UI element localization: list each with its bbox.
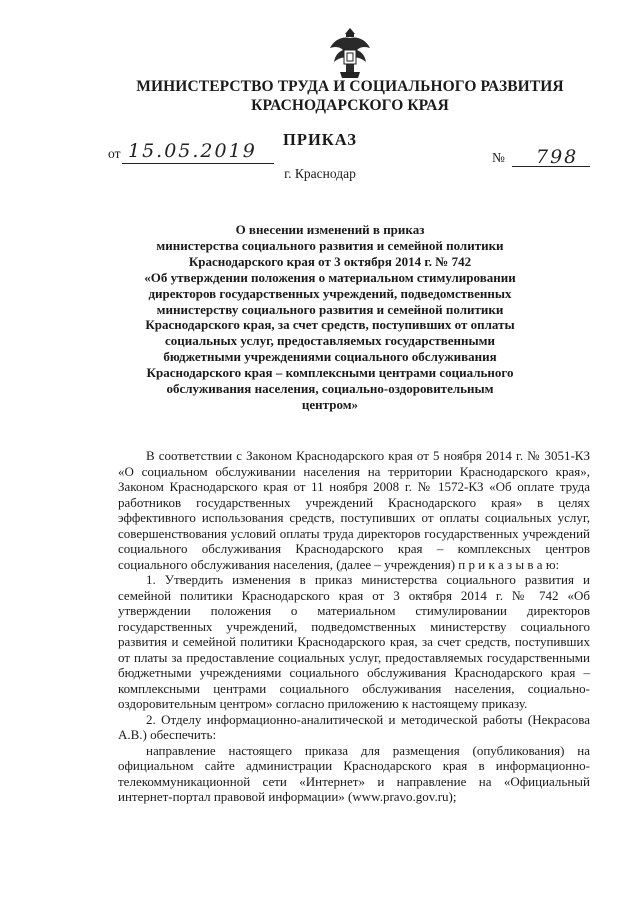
paragraph-preamble: В соответствии с Законом Краснодарского края от 5 ноября 2014 г. № 3051-КЗ «О социальном обслуживании населения на территории Краснодарского края», Законом Краснодарского края от 11 ноября 2008 г. № 1572-КЗ «Об оплате труда работников государственных учреждений Краснодарского края» в целях эффективного использования средств, поступивших от оплаты социальных услуг, совершенствования условий оплаты труда директоров государственных учреждений социального обслуживания Краснодарского края – комплексных центров социального обслуживания населения, (далее – учреждения) п р и к а з ы в а ю: [118,448,590,572]
title-line: министерства социального развития и семейной политики [156,237,504,253]
title-line: Краснодарского края, за счет средств, поступивших от оплаты [145,317,515,333]
paragraph-item-1: 1. Утвердить изменения в приказ министерства социального развития и семейной политики Краснодарского края от 3 октября 2014 г. № 742 «Об утверждении положения о материальном стимулировании директоров государственных учреждений, подведомственных министерству социального развития и семейной политики Краснодарского края, за счет средств, поступивших от платы за предоставление социальных услуг, предоставляемых государственными бюджетными учреждениями социального обслуживания Краснодарского края – комплексными центрами социального обслуживания населения, социально-оздоровительным центром» согласно приложению к настоящему приказу. [118,572,590,711]
handwritten-number: 798 [536,146,579,168]
title-line: «Об утверждении положения о материальном стимулировании [144,269,516,285]
title-line: социальных услуг, предоставляемых государственными [164,333,496,349]
document-body [118,448,590,805]
date-label: от [108,146,121,161]
title-line: Краснодарского края от 3 октября 2014 г. № 742 [188,253,472,269]
title-line: Краснодарского края – комплексными центрами социального [146,365,514,381]
order-title: ПРИКАЗ [283,130,357,149]
handwritten-date: 15.05.2019 [128,140,257,162]
paragraph-item-2: 2. Отделу информационно-аналитической и методической работы (Некрасова А.В.) обеспечить: [118,711,590,742]
title-line: директоров государственных учреждений, подведомственных [148,285,512,301]
title-line: обслуживания населения, социально-оздоровительным [166,381,494,397]
title-line: центром» [301,396,359,412]
document-title [140,222,520,413]
title-line: министерству социального развития и семейной политики [156,301,504,317]
city: г. Краснодар [284,166,356,181]
ministry-name-line-2: КРАСНОДАРСКОГО КРАЯ [251,97,449,114]
paragraph-item-2-publication: направление настоящего приказа для размещения (опубликования) на официальном сайте администрации Краснодарского края в информационно-телекоммуникационной сети «Интернет» и направление на «Официальный интернет-портал правовой информации» (www.pravo.gov.ru); [118,742,590,804]
date-underline [122,163,274,164]
number-label: № [492,150,505,165]
ministry-name-line-1: МИНИСТЕРСТВО ТРУДА И СОЦИАЛЬНОГО РАЗВИТИЯ [136,78,564,95]
krasnodar-coat-of-arms-icon [328,28,372,80]
title-line: О внесении изменений в приказ [235,222,425,237]
title-line: бюджетными учреждениями социального обслуживания [163,349,497,365]
